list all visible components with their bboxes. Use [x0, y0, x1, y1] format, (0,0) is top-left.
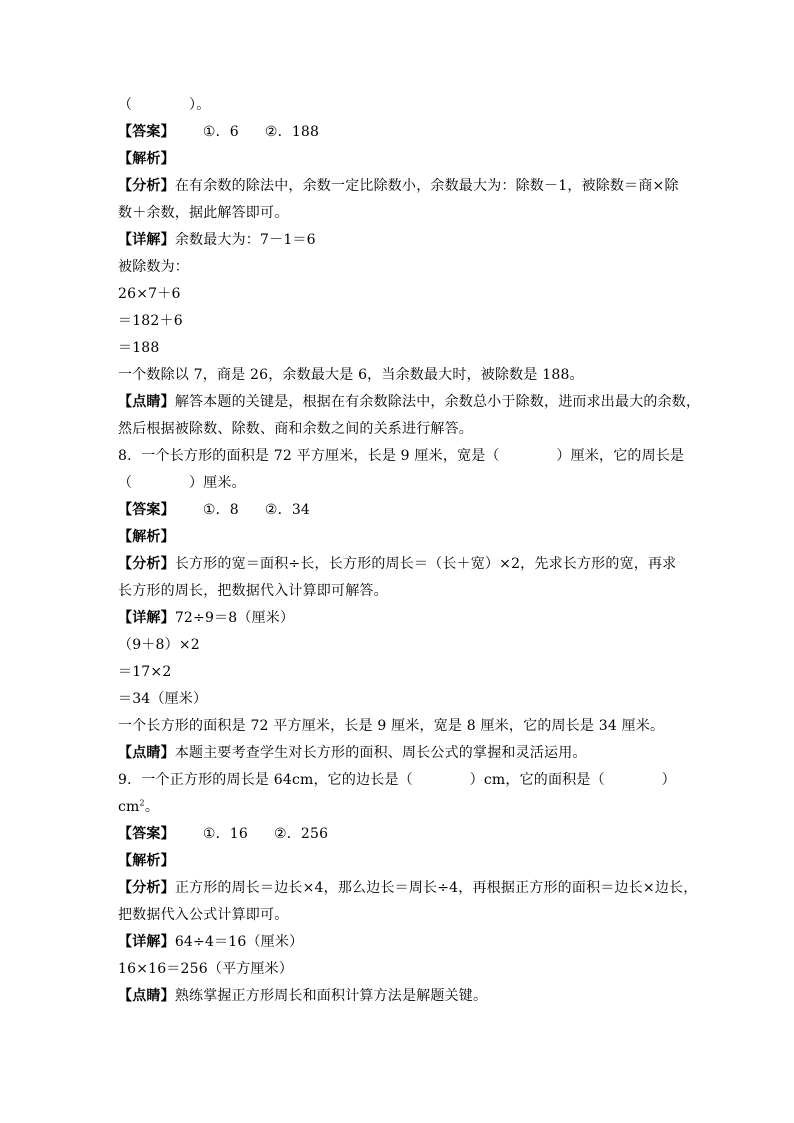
xiangjie-tag: 【详解】 [118, 934, 175, 950]
q8-calc-3: ＝34（厘米） [118, 691, 208, 707]
xiangjie-tag: 【详解】 [118, 610, 175, 626]
stem-end-punct: 。 [144, 799, 160, 815]
answer-option-1: ①．6 [202, 124, 239, 140]
answer-option-1: ①．8 [202, 502, 239, 518]
analysis-tag: 【解析】 [118, 853, 175, 869]
unit-cm: cm [118, 799, 140, 815]
q8-conclusion: 一个长方形的面积是 72 平方厘米，长是 9 厘米，宽是 8 厘米，它的周长是 34 厘米。 [118, 718, 665, 734]
fenxi-text: 正方形的周长＝边长×4，那么边长＝周长÷4，再根据正方形的面积＝边长×边长， [174, 880, 698, 896]
q8-stem-line-1: 8．一个长方形的面积是 72 平方厘米，长是 9 厘米，宽是（ ）厘米，它的周长是 [118, 448, 685, 464]
q8-calc-2: ＝17×2 [118, 664, 172, 680]
dianjing-tag: 【点睛】 [118, 394, 175, 410]
document-page [118, 92, 701, 1010]
dianjing-text: 解答本题的关键是，根据在有余数除法中，余数总小于除数，进而求出最大的余数， [174, 394, 701, 410]
answer-tag: 【答案】 [118, 124, 175, 140]
analysis-tag: 【解析】 [118, 151, 175, 167]
q7-calc-2: 26×7＋6 [118, 286, 181, 302]
q7-jiexi [118, 146, 688, 173]
fenxi-tag: 【分析】 [118, 178, 175, 194]
q7-calc-3: ＝182＋6 [118, 313, 183, 329]
answer-option-2: ②．256 [273, 826, 329, 842]
q7-answer [118, 119, 688, 146]
q9-xiangjie [118, 929, 688, 956]
xiangjie-tag: 【详解】 [118, 232, 175, 248]
q7-conclusion: 一个数除以 7，商是 26，余数最大是 6，当余数最大时，被除数是 188。 [118, 367, 584, 383]
answer-option-1: ①．16 [202, 826, 248, 842]
answer-option-2: ②．188 [264, 124, 320, 140]
q9-calc-1: 16×16＝256（平方厘米） [118, 961, 294, 977]
fenxi-tag: 【分析】 [118, 880, 175, 896]
q7-fenxi-line-1 [118, 173, 688, 200]
unit-superscript: 2 [139, 798, 145, 808]
q8-stem-line-2: （ ）厘米。 [118, 475, 246, 491]
answer-option-2: ②．34 [264, 502, 311, 518]
q8-fenxi-line-2: 长方形的周长，把数据代入计算即可解答。 [118, 583, 388, 599]
q7-calc-4: ＝188 [118, 340, 160, 356]
q7-dianjing-line-1 [118, 389, 701, 416]
q9-dianjing [118, 983, 688, 1010]
q7-xiangjie [118, 227, 688, 254]
q8-xiangjie [118, 605, 688, 632]
analysis-tag: 【解析】 [118, 529, 175, 545]
q8-jiexi [118, 524, 688, 551]
q9-fenxi-line-1 [118, 875, 698, 902]
q7-calc-1: 被除数为： [118, 259, 189, 275]
dianjing-text: 熟练掌握正方形周长和面积计算方法是解题关键。 [174, 988, 488, 1004]
xiangjie-text: 64÷4＝16（厘米） [174, 934, 304, 950]
q9-fenxi-line-2: 把数据代入公式计算即可。 [118, 907, 289, 923]
answer-tag: 【答案】 [118, 502, 175, 518]
q9-stem-line-1: 9．一个正方形的周长是 64cm，它的边长是（ ）cm，它的面积是（ ） [118, 772, 676, 788]
q9-answer [118, 821, 688, 848]
fenxi-tag: 【分析】 [118, 556, 175, 572]
q8-answer [118, 497, 688, 524]
q8-dianjing [118, 740, 688, 767]
q7-fenxi-line-2: 数＋余数，据此解答即可。 [118, 205, 289, 221]
q9-stem-line-2 [118, 794, 688, 821]
q8-fenxi-line-1 [118, 551, 688, 578]
dianjing-tag: 【点睛】 [118, 988, 175, 1004]
xiangjie-text: 72÷9＝8（厘米） [174, 610, 295, 626]
fenxi-text: 在有余数的除法中，余数一定比除数小，余数最大为：除数－1，被除数＝商×除 [174, 178, 679, 194]
xiangjie-text: 余数最大为：7－1＝6 [174, 232, 316, 248]
dianjing-tag: 【点睛】 [118, 745, 175, 761]
q7-stem-tail: （ ）。 [118, 97, 211, 113]
dianjing-text: 本题主要考查学生对长方形的面积、周长公式的掌握和灵活运用。 [174, 745, 587, 761]
fenxi-text: 长方形的宽＝面积÷长，长方形的周长＝（长＋宽）×2，先求长方形的宽，再求 [174, 556, 677, 572]
q9-jiexi [118, 848, 688, 875]
q7-dianjing-line-2: 然后根据被除数、除数、商和余数之间的关系进行解答。 [118, 421, 473, 437]
answer-tag: 【答案】 [118, 826, 175, 842]
q8-calc-1: （9＋8）×2 [118, 637, 200, 653]
